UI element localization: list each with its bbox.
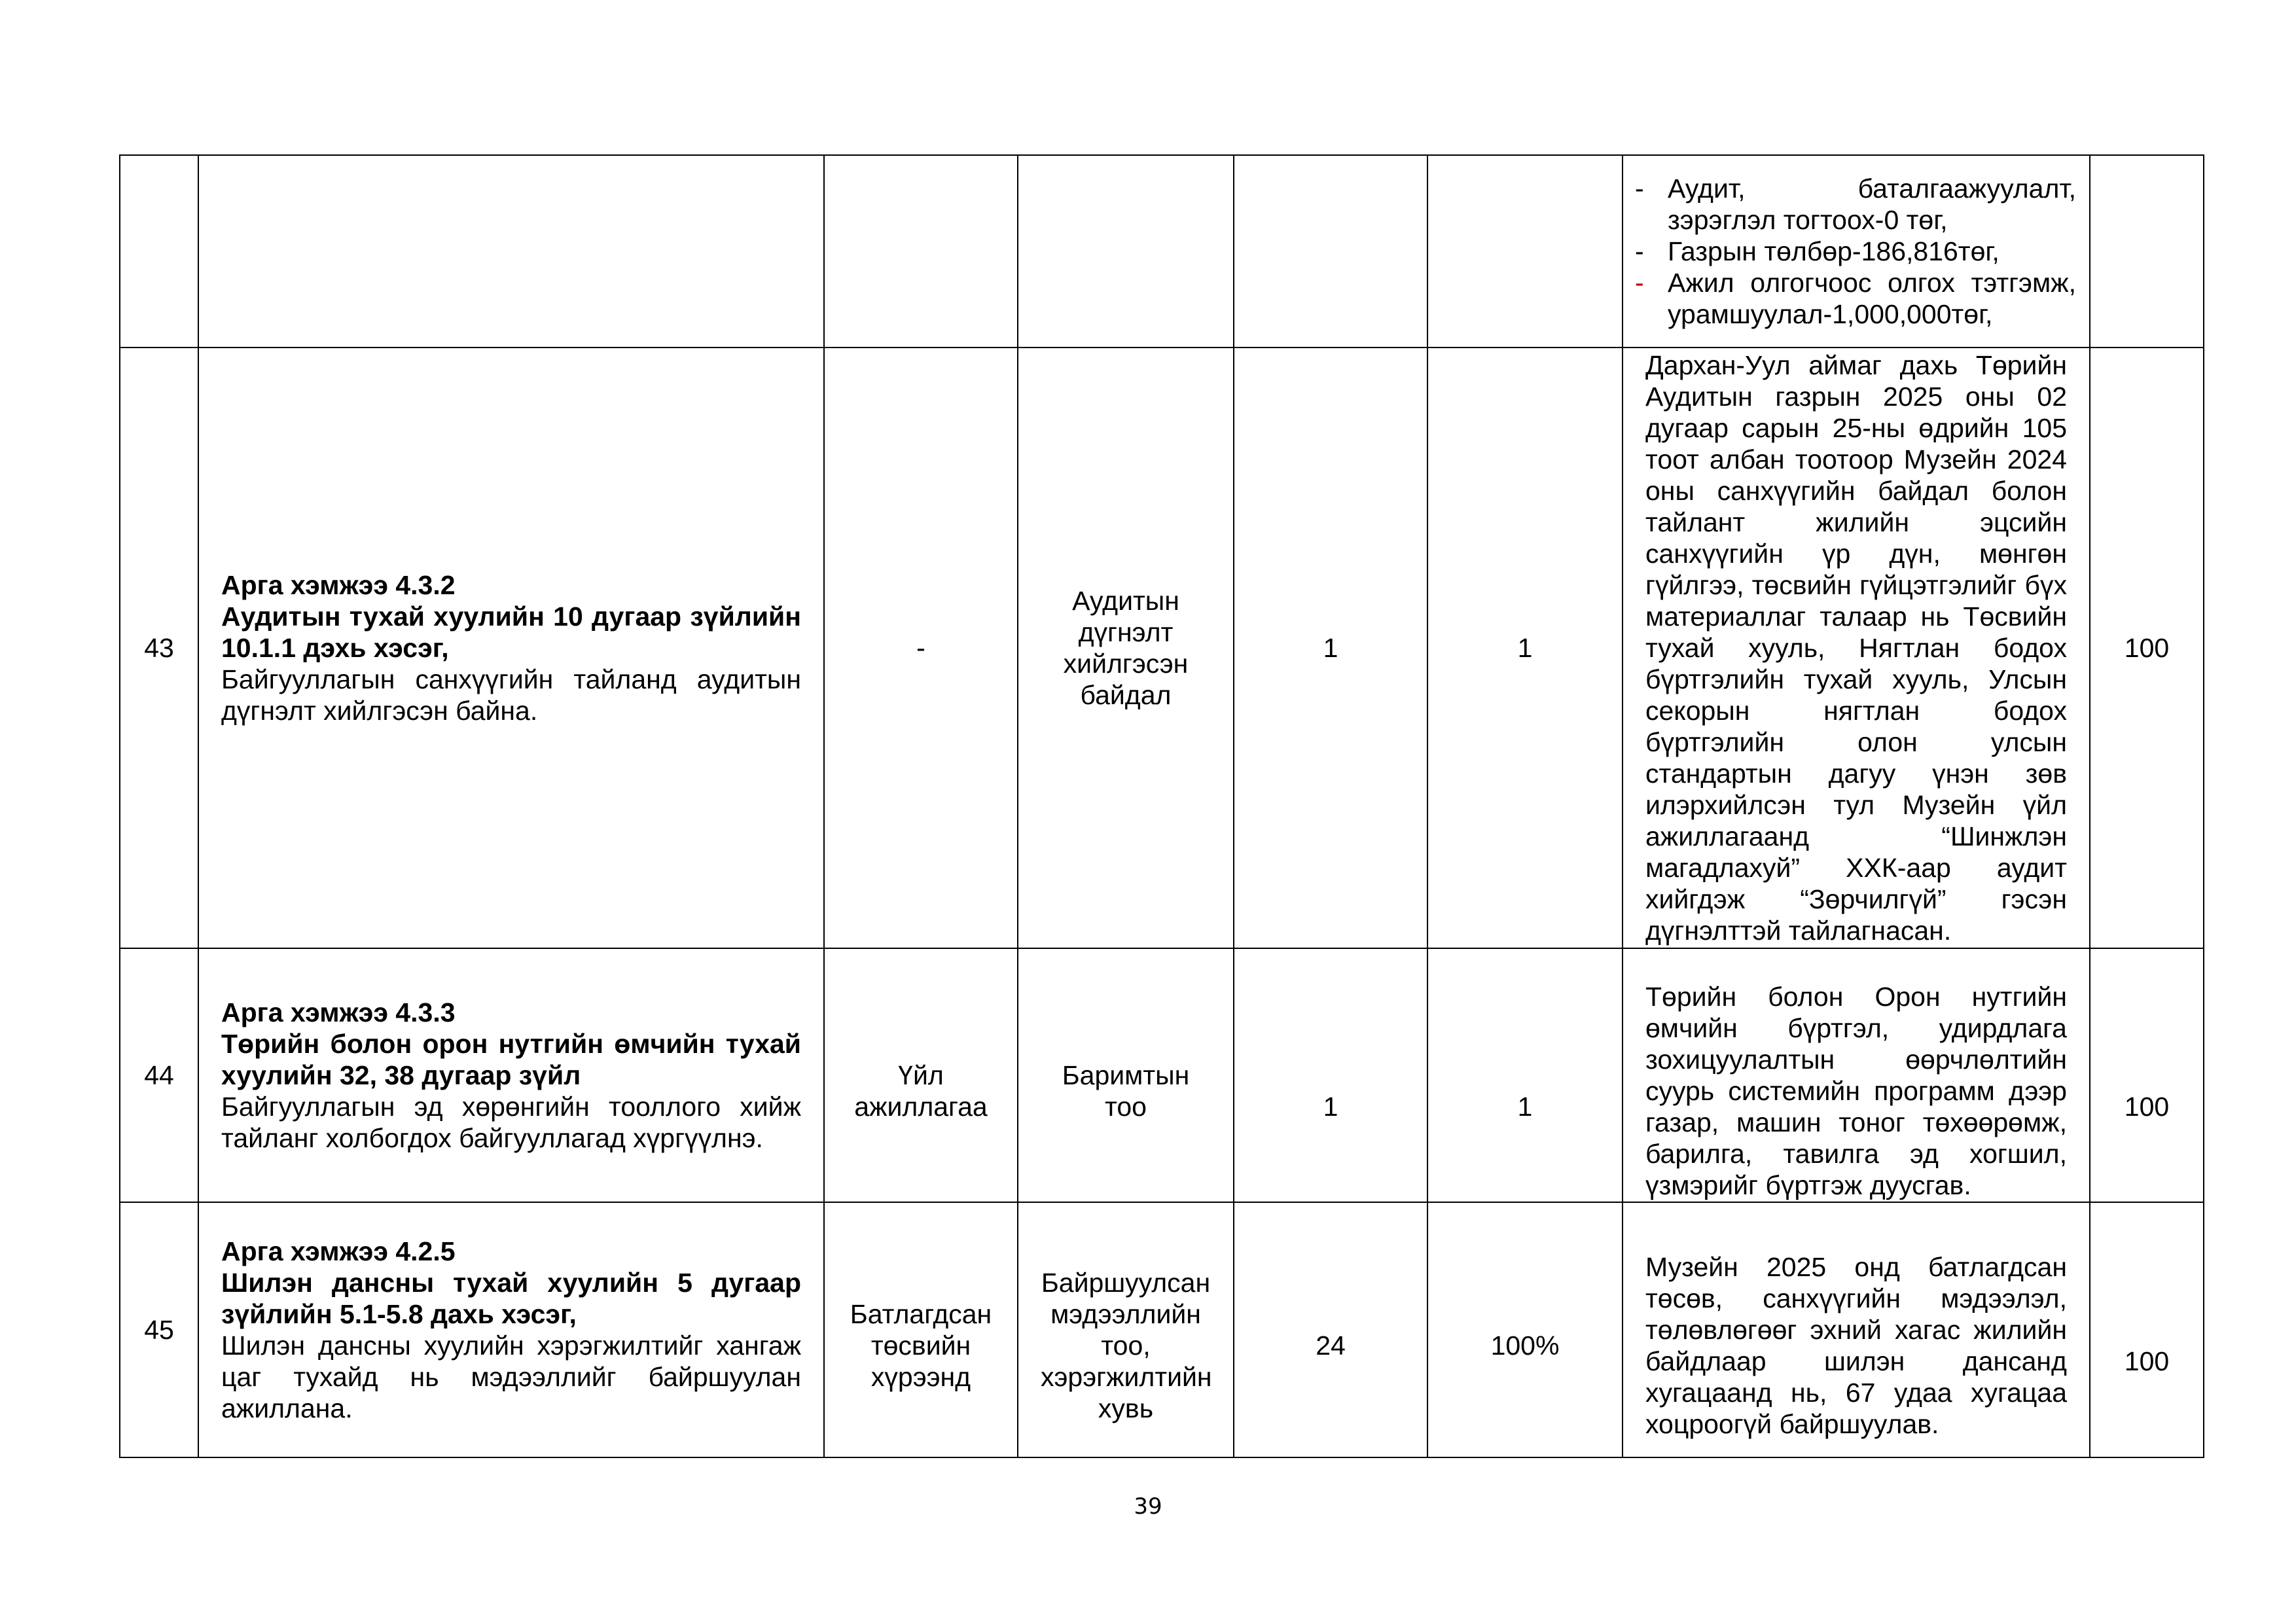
- table-row: [120, 1202, 2204, 1457]
- table-row: [120, 948, 2204, 1202]
- cell-col5: [1234, 155, 1427, 348]
- cell-score: 100: [2090, 1202, 2204, 1457]
- dash-bullet: -: [1635, 236, 1644, 266]
- page-number: 39: [1134, 1493, 1162, 1520]
- table-row-continuation: [120, 155, 2204, 348]
- cell-activity: [198, 155, 824, 348]
- cell-col3: Үйл ажиллагаа: [824, 948, 1018, 1202]
- activity-law-reference: Шилэн дансны тухай хуулийн 5 дугаар зүйлийн 5.1-5.8 дахь хэсэг,: [221, 1268, 801, 1329]
- cell-col3: [824, 155, 1018, 348]
- cell-number: 45: [120, 1202, 198, 1457]
- dash-bullet: -: [1635, 173, 1644, 204]
- list-item-text: Газрын төлбөр-186,816төг,: [1668, 236, 2000, 266]
- table-row: [120, 348, 2204, 948]
- cell-activity: [198, 348, 824, 948]
- activity-title: Арга хэмжээ 4.3.3: [221, 997, 456, 1027]
- list-item: [1623, 236, 2076, 267]
- activity-law-reference: Аудитын тухай хуулийн 10 дугаар зүйлийн 10.1.1 дэхь хэсэг,: [221, 601, 801, 663]
- activity-title: Арга хэмжээ 4.3.2: [221, 570, 456, 600]
- list-item: [1623, 267, 2076, 330]
- cell-col6: 1: [1427, 948, 1623, 1202]
- list-item-text: Аудит, баталгаажуулалт, зэрэглэл тогтоох-0 төг,: [1668, 173, 2076, 235]
- dash-list: [1623, 173, 2076, 330]
- cell-number: [120, 155, 198, 348]
- cell-activity: [198, 948, 824, 1202]
- cell-score: 100: [2090, 348, 2204, 948]
- cell-col6: 100%: [1427, 1202, 1623, 1457]
- cell-col4: [1018, 155, 1234, 348]
- activity-law-reference: Төрийн болон орон нутгийн өмчийн тухай хуулийн 32, 38 дугаар зүйл: [221, 1029, 801, 1090]
- list-item: [1623, 173, 2076, 236]
- cell-activity: [198, 1202, 824, 1457]
- cell-result: Дархан-Уул аймаг дахь Төрийн Аудитын газрын 2025 оны 02 дугаар сарын 25-ны өдрийн 105 тоот албан тоотоор Музейн 2024 оны санхүүгийн байдал болон тайлант жилийн эцсийн санхүүгийн үр дүн, мөнгөн гүйлгээ, төсвийн гүйцэтгэлийг бүх материаллаг талаар нь Төсвийн тухай хууль, Нягтлан бодох бүртгэлийн тухай хууль, Улсын секорын нягтлан бодох бүртгэлийн олон улсын стандартын дагуу үнэн зөв илэрхийлсэн тул Музейн үйл ажиллагаанд “Шинжлэн магадлахуй” ХХК-аар аудит хийгдэж “Зөрчилгүй” гэсэн дүгнэлттэй тайлагнасан.: [1623, 348, 2090, 948]
- cell-col5: 1: [1234, 348, 1427, 948]
- cell-result: Төрийн болон Орон нутгийн өмчийн бүртгэл, удирдлага зохицуулалтын өөрчлөлтийн суурь системийн программ дээр газар, машин тоног төхөөрөмж, барилга, тавилга эд хогшил, үзмэрийг бүртгэж дуусгав.: [1623, 948, 2090, 1202]
- activity-description: Байгууллагын эд хөрөнгийн тооллого хийж тайланг холбогдох байгууллагад хүргүүлнэ.: [221, 1092, 801, 1153]
- cell-score: [2090, 155, 2204, 348]
- cell-col3: Батлагдсан төсвийн хүрээнд: [824, 1202, 1018, 1457]
- list-item-text: Ажил олгогчоос олгох тэтгэмж, урамшуулал-1,000,000төг,: [1668, 268, 2076, 329]
- cell-col5: 24: [1234, 1202, 1427, 1457]
- activity-description: Шилэн дансны хуулийн хэрэгжилтийг хангаж цаг тухайд нь мэдээллийг байршуулан ажиллана.: [221, 1330, 801, 1423]
- cell-col6: 1: [1427, 348, 1623, 948]
- cell-col3: -: [824, 348, 1018, 948]
- cell-col5: 1: [1234, 948, 1427, 1202]
- dash-bullet: -: [1635, 268, 1644, 298]
- cell-col6: [1427, 155, 1623, 348]
- cell-col4: Байршуулсан мэдээллийн тоо, хэрэгжилтийн хувь: [1018, 1202, 1234, 1457]
- cell-number: 44: [120, 948, 198, 1202]
- cell-number: 43: [120, 348, 198, 948]
- cell-col4: Баримтын тоо: [1018, 948, 1234, 1202]
- activity-description: Байгууллагын санхүүгийн тайланд аудитын дүгнэлт хийлгэсэн байна.: [221, 664, 801, 726]
- cell-score: 100: [2090, 948, 2204, 1202]
- document-table: [119, 154, 2204, 1458]
- cell-result: Музейн 2025 онд батлагдсан төсөв, санхүүгийн мэдээлэл, төлөвлөгөөг эхний хагас жилийн байдлаар шилэн дансанд хугацаанд нь, 67 удаа хугацаа хоцроогүй байршуулав.: [1623, 1202, 2090, 1457]
- cell-col4: Аудитын дүгнэлт хийлгэсэн байдал: [1018, 348, 1234, 948]
- cell-result: [1623, 155, 2090, 348]
- activity-title: Арга хэмжээ 4.2.5: [221, 1236, 456, 1266]
